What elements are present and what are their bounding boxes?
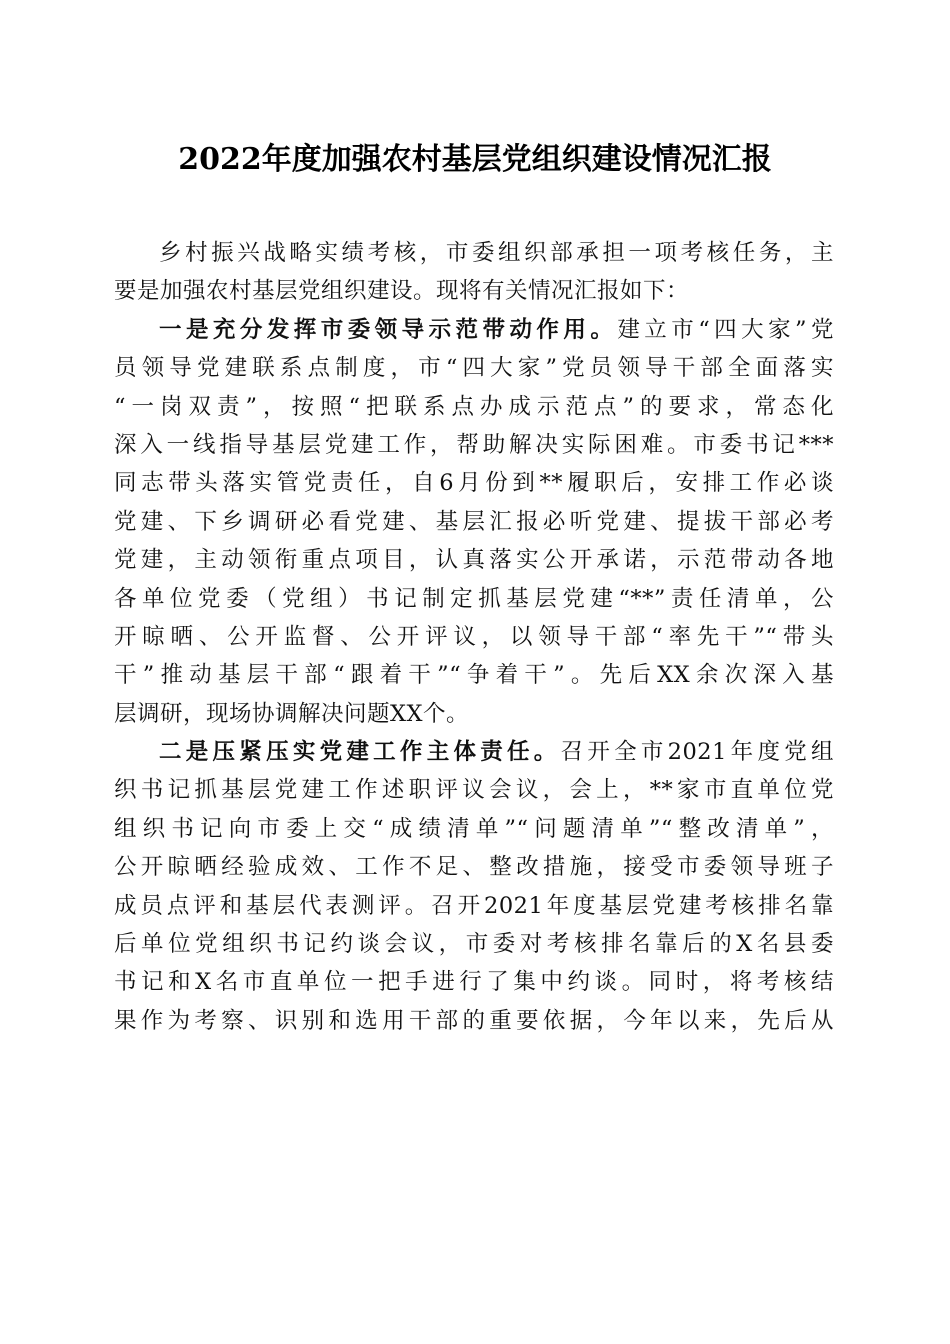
paragraph-3-line: 成员点评和基层代表测评。召开2021年度基层党建考核排名靠 [114, 892, 834, 919]
paragraph-3-line-text: 召开全市2021年度党组 [560, 739, 834, 766]
paragraph-2-lead: 一是充分发挥市委领导示范带动作用。 [159, 316, 618, 343]
paragraph-3-line: 后单位党组织书记约谈会议，市委对考核排名靠后的X名县委 [114, 931, 834, 958]
paragraph-2-line: “一岗双责”，按照“把联系点办成示范点”的要求，常态化 [114, 393, 834, 420]
paragraph-3-line: 组织书记向市委上交“成绩清单”“问题清单”“整改清单”， [114, 815, 834, 842]
paragraph-2-line: 干”推动基层干部“跟着干”“争着干”。先后XX余次深入基 [114, 662, 834, 689]
paragraph-3-line: 书记和X名市直单位一把手进行了集中约谈。同时，将考核结 [114, 969, 834, 996]
document-title: 2022年度加强农村基层党组织建设情况汇报 [178, 142, 772, 177]
paragraph-2-line-text: 建立市“四大家”党 [617, 316, 834, 343]
paragraph-3-line: 织书记抓基层党建工作述职评议会议，会上，**家市直单位党 [114, 777, 834, 804]
paragraph-1-line: 要是加强农村基层党组织建设。现将有关情况汇报如下： [114, 278, 690, 305]
paragraph-1-line: 乡村振兴战略实绩考核，市委组织部承担一项考核任务，主 [159, 240, 834, 266]
paragraph-3-line: 公开晾晒经验成效、工作不足、整改措施，接受市委领导班子 [114, 854, 834, 881]
document-body [114, 234, 834, 1040]
paragraph-2-line: 开晾晒、公开监督、公开评议，以领导干部“率先干”“带头 [114, 623, 834, 650]
paragraph-2-line: 员领导党建联系点制度，市“四大家”党员领导干部全面落实 [114, 355, 834, 382]
paragraph-3-lead: 二是压紧压实党建工作主体责任。 [159, 739, 561, 766]
paragraph-2-first-line [114, 311, 834, 349]
paragraph-3-first-line [114, 733, 834, 771]
paragraph-2-line: 党建，主动领衔重点项目，认真落实公开承诺，示范带动各地 [114, 547, 834, 574]
paragraph-2-line: 同志带头落实管党责任，自6月份到**履职后，安排工作必谈 [114, 470, 834, 497]
paragraph-3-line: 果作为考察、识别和选用干部的重要依据，今年以来，先后从 [114, 1007, 834, 1034]
paragraph-2-line: 党建、下乡调研必看党建、基层汇报必听党建、提拔干部必考 [114, 508, 834, 535]
paragraph-2-line: 层调研，现场协调解决问题XX个。 [114, 700, 470, 727]
paragraph-2-line: 深入一线指导基层党建工作，帮助解决实际困难。市委书记*** [114, 431, 834, 458]
paragraph-2-line: 各单位党委（党组）书记制定抓基层党建“**”责任清单，公 [114, 585, 834, 612]
